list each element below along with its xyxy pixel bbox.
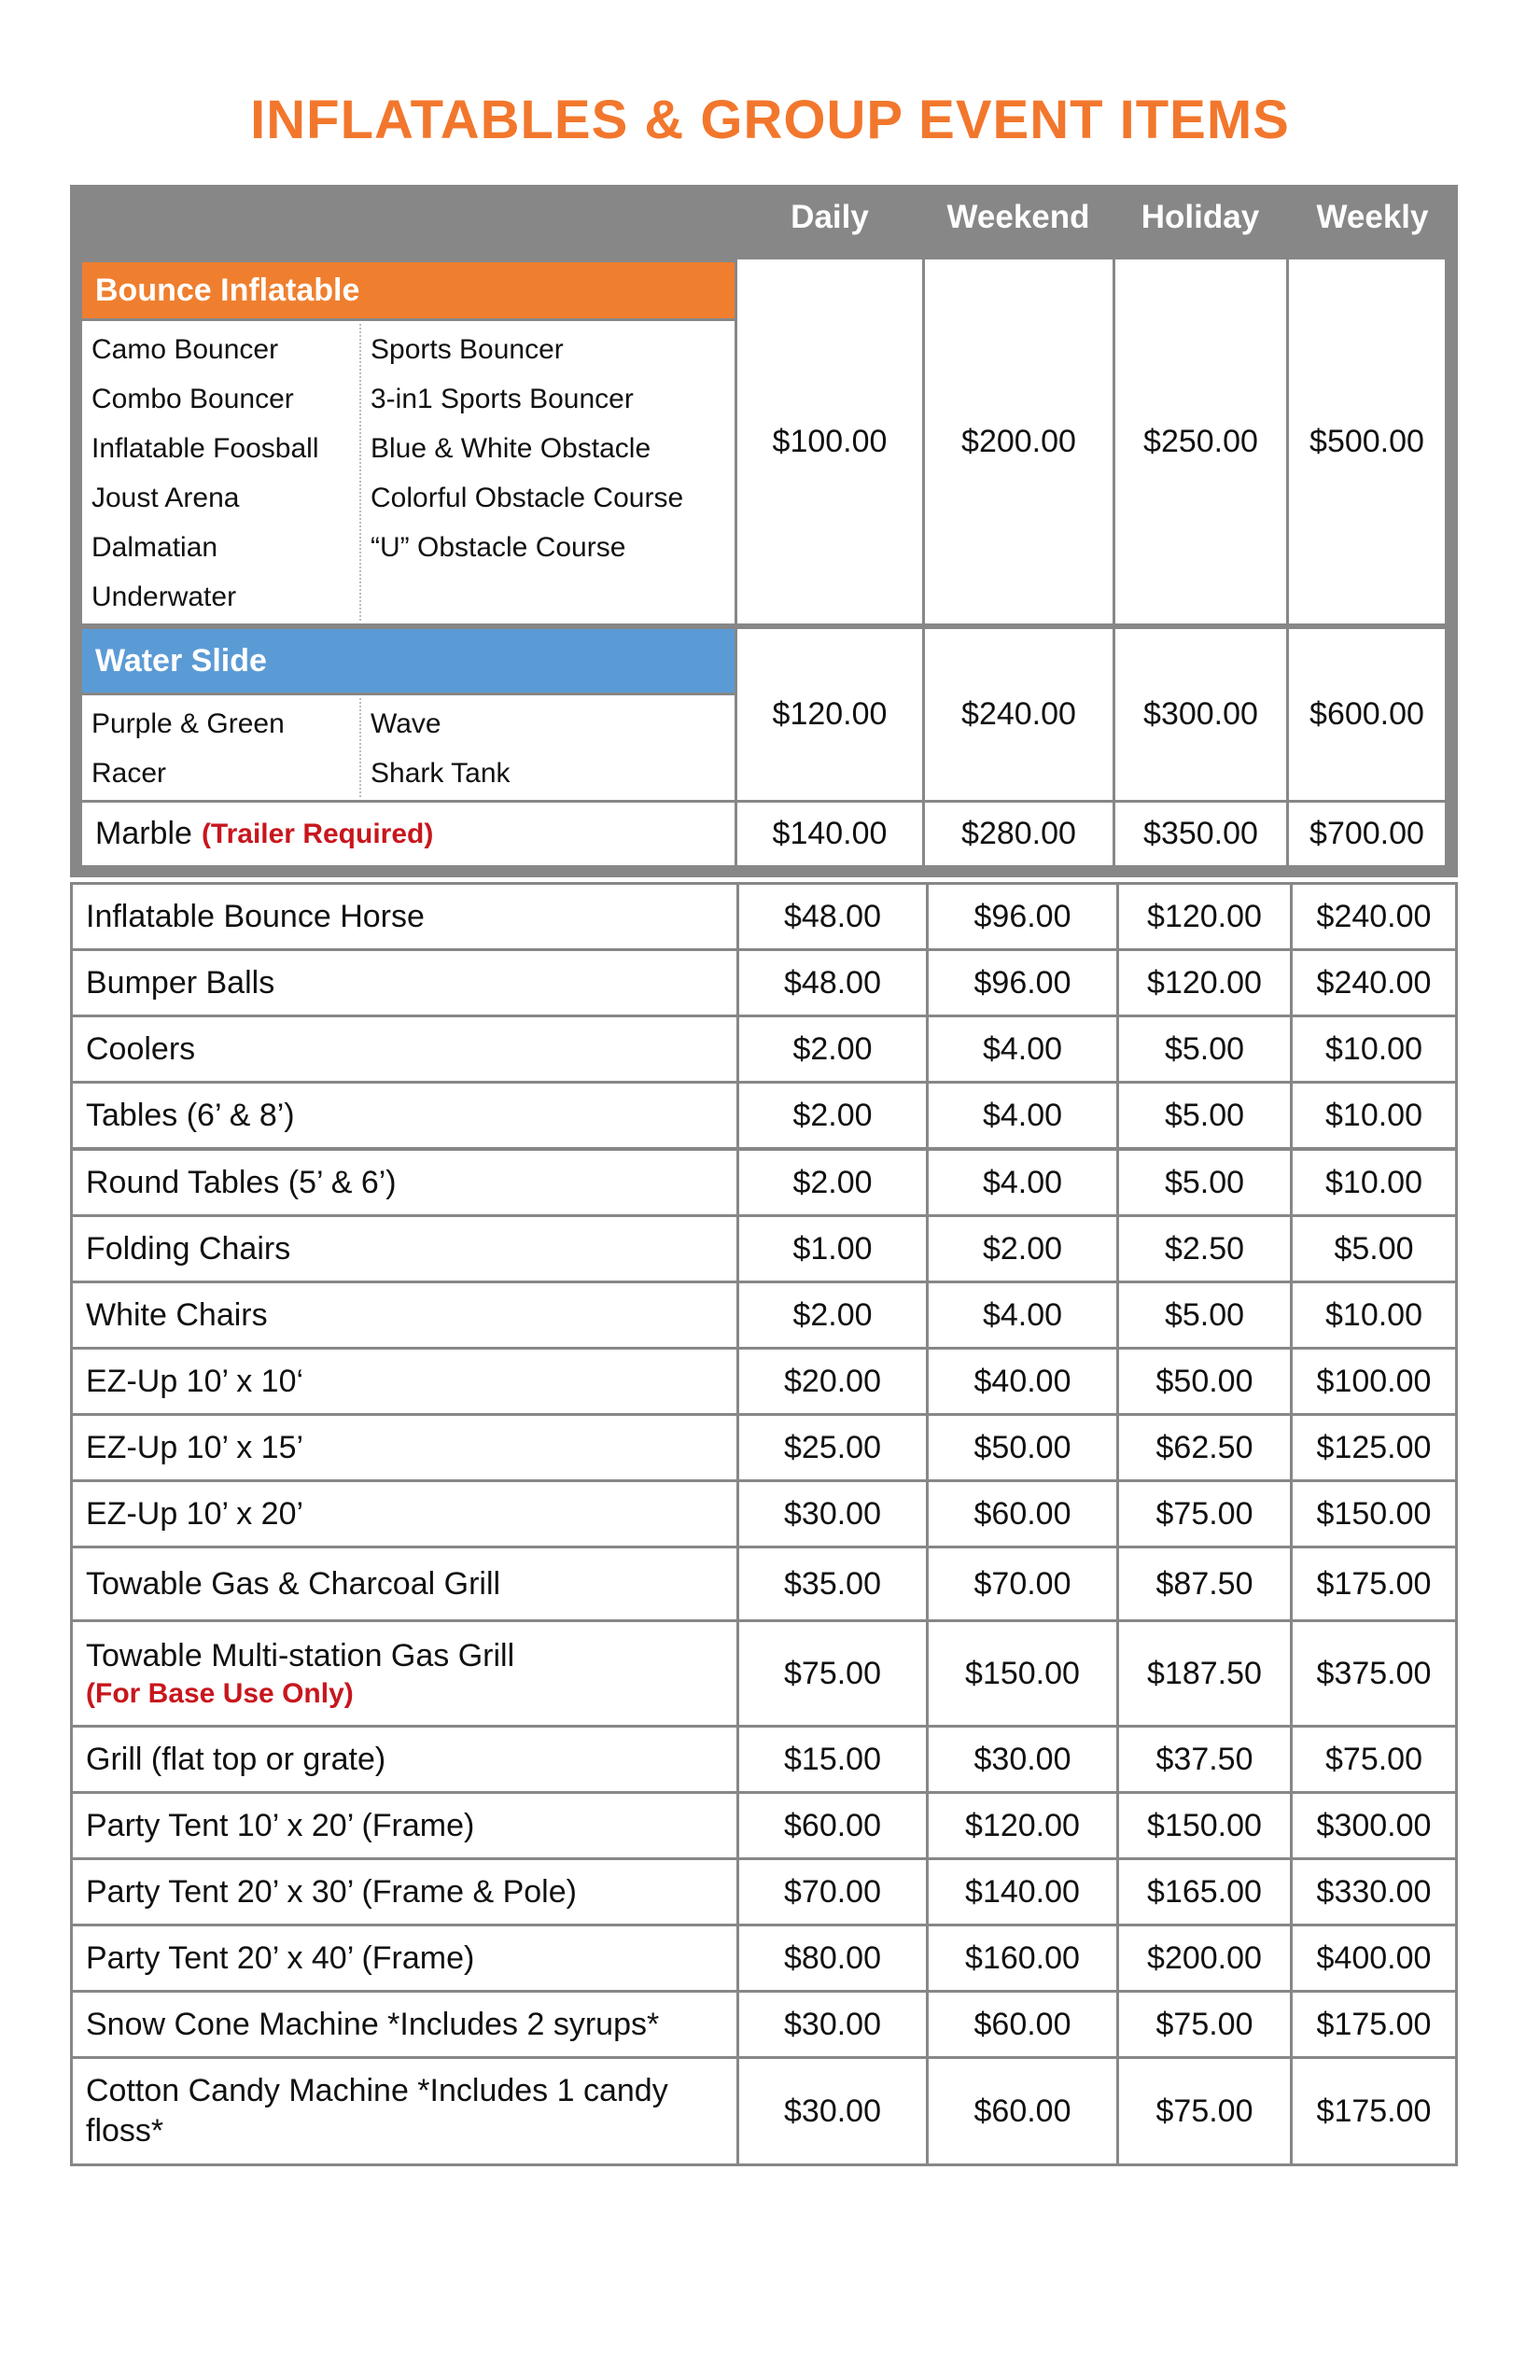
list-item: Racer — [91, 758, 167, 789]
price-daily: $25.00 — [736, 1413, 929, 1482]
table-row — [70, 1413, 1458, 1482]
item-name: Party Tent 20’ x 40’ (Frame) — [86, 1939, 475, 1976]
item-name-cell — [70, 948, 739, 1017]
list-item: “U” Obstacle Course — [371, 532, 626, 563]
bounce-list-col2 — [371, 325, 683, 572]
price-holiday: $120.00 — [1116, 882, 1293, 951]
item-name-cell — [70, 1479, 739, 1548]
price-holiday: $165.00 — [1116, 1857, 1293, 1926]
list-item: Combo Bouncer — [91, 384, 294, 414]
list-item: Purple & Green — [91, 708, 285, 739]
item-name-cell — [70, 1347, 739, 1416]
list-item: 3-in1 Sports Bouncer — [371, 384, 634, 414]
water-list-col2 — [371, 699, 511, 798]
table-row — [70, 1214, 1458, 1283]
item-name: Coolers — [86, 1030, 196, 1067]
item-name-cell — [70, 1281, 739, 1350]
water-price-holiday: $300.00 — [1113, 626, 1289, 803]
table-row — [70, 1347, 1458, 1416]
price-weekly: $10.00 — [1290, 1015, 1458, 1084]
price-holiday: $5.00 — [1116, 1281, 1293, 1350]
item-name-cell — [70, 1214, 739, 1283]
price-weekly: $125.00 — [1290, 1413, 1458, 1482]
item-name-cell — [70, 1725, 739, 1794]
column-header-weekly: Weekly — [1316, 199, 1429, 235]
table-row — [70, 2056, 1458, 2166]
item-name: Towable Gas & Charcoal Grill — [86, 1565, 501, 1602]
column-header-holiday: Holiday — [1141, 199, 1260, 235]
marble-price-holiday: $350.00 — [1113, 800, 1289, 868]
column-header-weekend: Weekend — [946, 199, 1090, 235]
item-name: Inflatable Bounce Horse — [86, 898, 425, 934]
list-item: Wave — [371, 708, 441, 739]
price-weekend: $50.00 — [926, 1413, 1119, 1482]
item-name-cell — [70, 1619, 739, 1728]
item-name: Folding Chairs — [86, 1230, 291, 1267]
bounce-list-col1 — [91, 325, 319, 622]
list-item: Inflatable Foosball — [91, 433, 319, 464]
price-holiday: $5.00 — [1116, 1148, 1293, 1217]
price-daily: $2.00 — [736, 1015, 929, 1084]
price-weekly: $375.00 — [1290, 1619, 1458, 1728]
list-item: Joust Arena — [91, 483, 240, 513]
price-daily: $48.00 — [736, 882, 929, 951]
price-daily: $75.00 — [736, 1619, 929, 1728]
price-weekend: $140.00 — [926, 1857, 1119, 1926]
price-weekly: $175.00 — [1290, 1990, 1458, 2059]
list-item: Blue & White Obstacle — [371, 433, 651, 464]
list-item: Underwater — [91, 581, 237, 612]
price-weekly: $10.00 — [1290, 1281, 1458, 1350]
trailer-required-note: (Trailer Required) — [201, 818, 434, 849]
list-item: Dalmatian — [91, 532, 218, 563]
price-daily: $30.00 — [736, 2056, 929, 2166]
price-weekend: $96.00 — [926, 948, 1119, 1017]
price-holiday: $150.00 — [1116, 1791, 1293, 1860]
marble-name: Marble — [95, 816, 192, 851]
item-name: Cotton Candy Machine *Includes 1 candy — [86, 2073, 668, 2108]
table-row — [70, 1725, 1458, 1794]
list-item: Camo Bouncer — [91, 334, 279, 365]
price-daily: $15.00 — [736, 1725, 929, 1794]
price-daily: $1.00 — [736, 1214, 929, 1283]
item-name-cell — [70, 1546, 739, 1622]
price-weekend: $120.00 — [926, 1791, 1119, 1860]
price-weekly: $5.00 — [1290, 1214, 1458, 1283]
price-holiday: $5.00 — [1116, 1015, 1293, 1084]
table-row — [70, 1148, 1458, 1217]
price-daily: $35.00 — [736, 1546, 929, 1622]
item-name-cell — [70, 1924, 739, 1993]
item-name-cell — [70, 1857, 739, 1926]
price-weekly: $400.00 — [1290, 1924, 1458, 1993]
item-name: Round Tables (5’ & 6’) — [86, 1164, 397, 1200]
item-name: White Chairs — [86, 1296, 268, 1333]
table-row — [70, 1924, 1458, 1993]
price-holiday: $37.50 — [1116, 1725, 1293, 1794]
list-divider — [359, 698, 361, 797]
table-row — [70, 1479, 1458, 1548]
price-daily: $2.00 — [736, 1081, 929, 1150]
bounce-price-weekly: $500.00 — [1286, 257, 1448, 626]
list-item: Sports Bouncer — [371, 334, 564, 365]
table-row — [70, 1619, 1458, 1728]
price-holiday: $75.00 — [1116, 1479, 1293, 1548]
item-name: Towable Multi-station Gas Grill — [86, 1637, 515, 1673]
price-weekly: $330.00 — [1290, 1857, 1458, 1926]
item-name-cell — [70, 1081, 739, 1150]
water-slide-header: Water Slide — [79, 626, 737, 695]
marble-row-label — [79, 800, 737, 868]
price-daily: $48.00 — [736, 948, 929, 1017]
item-name-continued: floss* — [86, 2113, 164, 2149]
price-holiday: $187.50 — [1116, 1619, 1293, 1728]
price-holiday: $87.50 — [1116, 1546, 1293, 1622]
marble-price-weekly: $700.00 — [1286, 800, 1448, 868]
price-weekly: $75.00 — [1290, 1725, 1458, 1794]
item-name-cell — [70, 1990, 739, 2059]
price-weekly: $240.00 — [1290, 882, 1458, 951]
table-row — [70, 1081, 1458, 1150]
price-weekly: $175.00 — [1290, 2056, 1458, 2166]
item-name: Grill (flat top or grate) — [86, 1741, 386, 1777]
item-name: EZ-Up 10’ x 20’ — [86, 1495, 304, 1532]
price-daily: $80.00 — [736, 1924, 929, 1993]
list-item: Shark Tank — [371, 758, 511, 789]
price-holiday: $50.00 — [1116, 1347, 1293, 1416]
bounce-inflatable-header: Bounce Inflatable — [79, 259, 737, 321]
price-daily: $20.00 — [736, 1347, 929, 1416]
item-name: Party Tent 10’ x 20’ (Frame) — [86, 1807, 475, 1843]
price-weekly: $175.00 — [1290, 1546, 1458, 1622]
column-header-bar — [70, 185, 1458, 259]
price-weekend: $70.00 — [926, 1546, 1119, 1622]
marble-price-daily: $140.00 — [735, 800, 925, 868]
table-row — [70, 1546, 1458, 1622]
price-weekend: $4.00 — [926, 1148, 1119, 1217]
price-weekend: $4.00 — [926, 1015, 1119, 1084]
water-price-daily: $120.00 — [735, 626, 925, 803]
marble-price-weekend: $280.00 — [922, 800, 1115, 868]
price-weekly: $240.00 — [1290, 948, 1458, 1017]
item-name-cell — [70, 2056, 739, 2166]
item-name: Snow Cone Machine *Includes 2 syrups* — [86, 2006, 660, 2042]
water-list-col1 — [91, 699, 285, 798]
table-row — [70, 948, 1458, 1017]
table-row — [70, 1857, 1458, 1926]
page-title: INFLATABLES & GROUP EVENT ITEMS — [250, 90, 1290, 150]
table-row — [70, 1990, 1458, 2059]
price-weekend: $4.00 — [926, 1281, 1119, 1350]
table-row — [70, 1015, 1458, 1084]
table-row — [70, 882, 1458, 951]
price-daily: $2.00 — [736, 1148, 929, 1217]
price-weekly: $10.00 — [1290, 1081, 1458, 1150]
price-holiday: $75.00 — [1116, 1990, 1293, 2059]
item-name: Tables (6’ & 8’) — [86, 1097, 295, 1133]
price-daily: $30.00 — [736, 1479, 929, 1548]
water-price-weekend: $240.00 — [922, 626, 1115, 803]
list-item: Colorful Obstacle Course — [371, 483, 684, 513]
item-name-cell — [70, 1791, 739, 1860]
item-name: Bumper Balls — [86, 964, 275, 1001]
price-weekend: $2.00 — [926, 1214, 1119, 1283]
bounce-price-holiday: $250.00 — [1113, 257, 1289, 626]
item-name-cell — [70, 882, 739, 951]
price-daily: $70.00 — [736, 1857, 929, 1926]
price-weekend: $40.00 — [926, 1347, 1119, 1416]
table-row — [70, 1791, 1458, 1860]
bounce-price-weekend: $200.00 — [922, 257, 1115, 626]
price-weekly: $150.00 — [1290, 1479, 1458, 1548]
item-name: EZ-Up 10’ x 15’ — [86, 1429, 304, 1465]
list-divider — [359, 324, 361, 621]
price-daily: $30.00 — [736, 1990, 929, 2059]
water-price-weekly: $600.00 — [1286, 626, 1448, 803]
item-name-cell — [70, 1413, 739, 1482]
price-weekend: $150.00 — [926, 1619, 1119, 1728]
price-holiday: $75.00 — [1116, 2056, 1293, 2166]
price-weekly: $300.00 — [1290, 1791, 1458, 1860]
price-holiday: $2.50 — [1116, 1214, 1293, 1283]
price-weekend: $160.00 — [926, 1924, 1119, 1993]
price-weekend: $60.00 — [926, 1479, 1119, 1548]
price-weekly: $10.00 — [1290, 1148, 1458, 1217]
item-name-cell — [70, 1148, 739, 1217]
item-name-cell — [70, 1015, 739, 1084]
price-holiday: $120.00 — [1116, 948, 1293, 1017]
item-name: Party Tent 20’ x 30’ (Frame & Pole) — [86, 1873, 577, 1910]
price-holiday: $200.00 — [1116, 1924, 1293, 1993]
bounce-price-daily: $100.00 — [735, 257, 925, 626]
item-note: (For Base Use Only) — [86, 1677, 354, 1709]
price-daily: $60.00 — [736, 1791, 929, 1860]
price-weekly: $100.00 — [1290, 1347, 1458, 1416]
price-weekend: $96.00 — [926, 882, 1119, 951]
price-weekend: $60.00 — [926, 2056, 1119, 2166]
item-name: EZ-Up 10’ x 10‘ — [86, 1363, 304, 1399]
price-holiday: $62.50 — [1116, 1413, 1293, 1482]
table-row — [70, 1281, 1458, 1350]
price-daily: $2.00 — [736, 1281, 929, 1350]
price-weekend: $4.00 — [926, 1081, 1119, 1150]
column-header-daily: Daily — [791, 199, 869, 235]
price-holiday: $5.00 — [1116, 1081, 1293, 1150]
price-weekend: $60.00 — [926, 1990, 1119, 2059]
price-weekend: $30.00 — [926, 1725, 1119, 1794]
